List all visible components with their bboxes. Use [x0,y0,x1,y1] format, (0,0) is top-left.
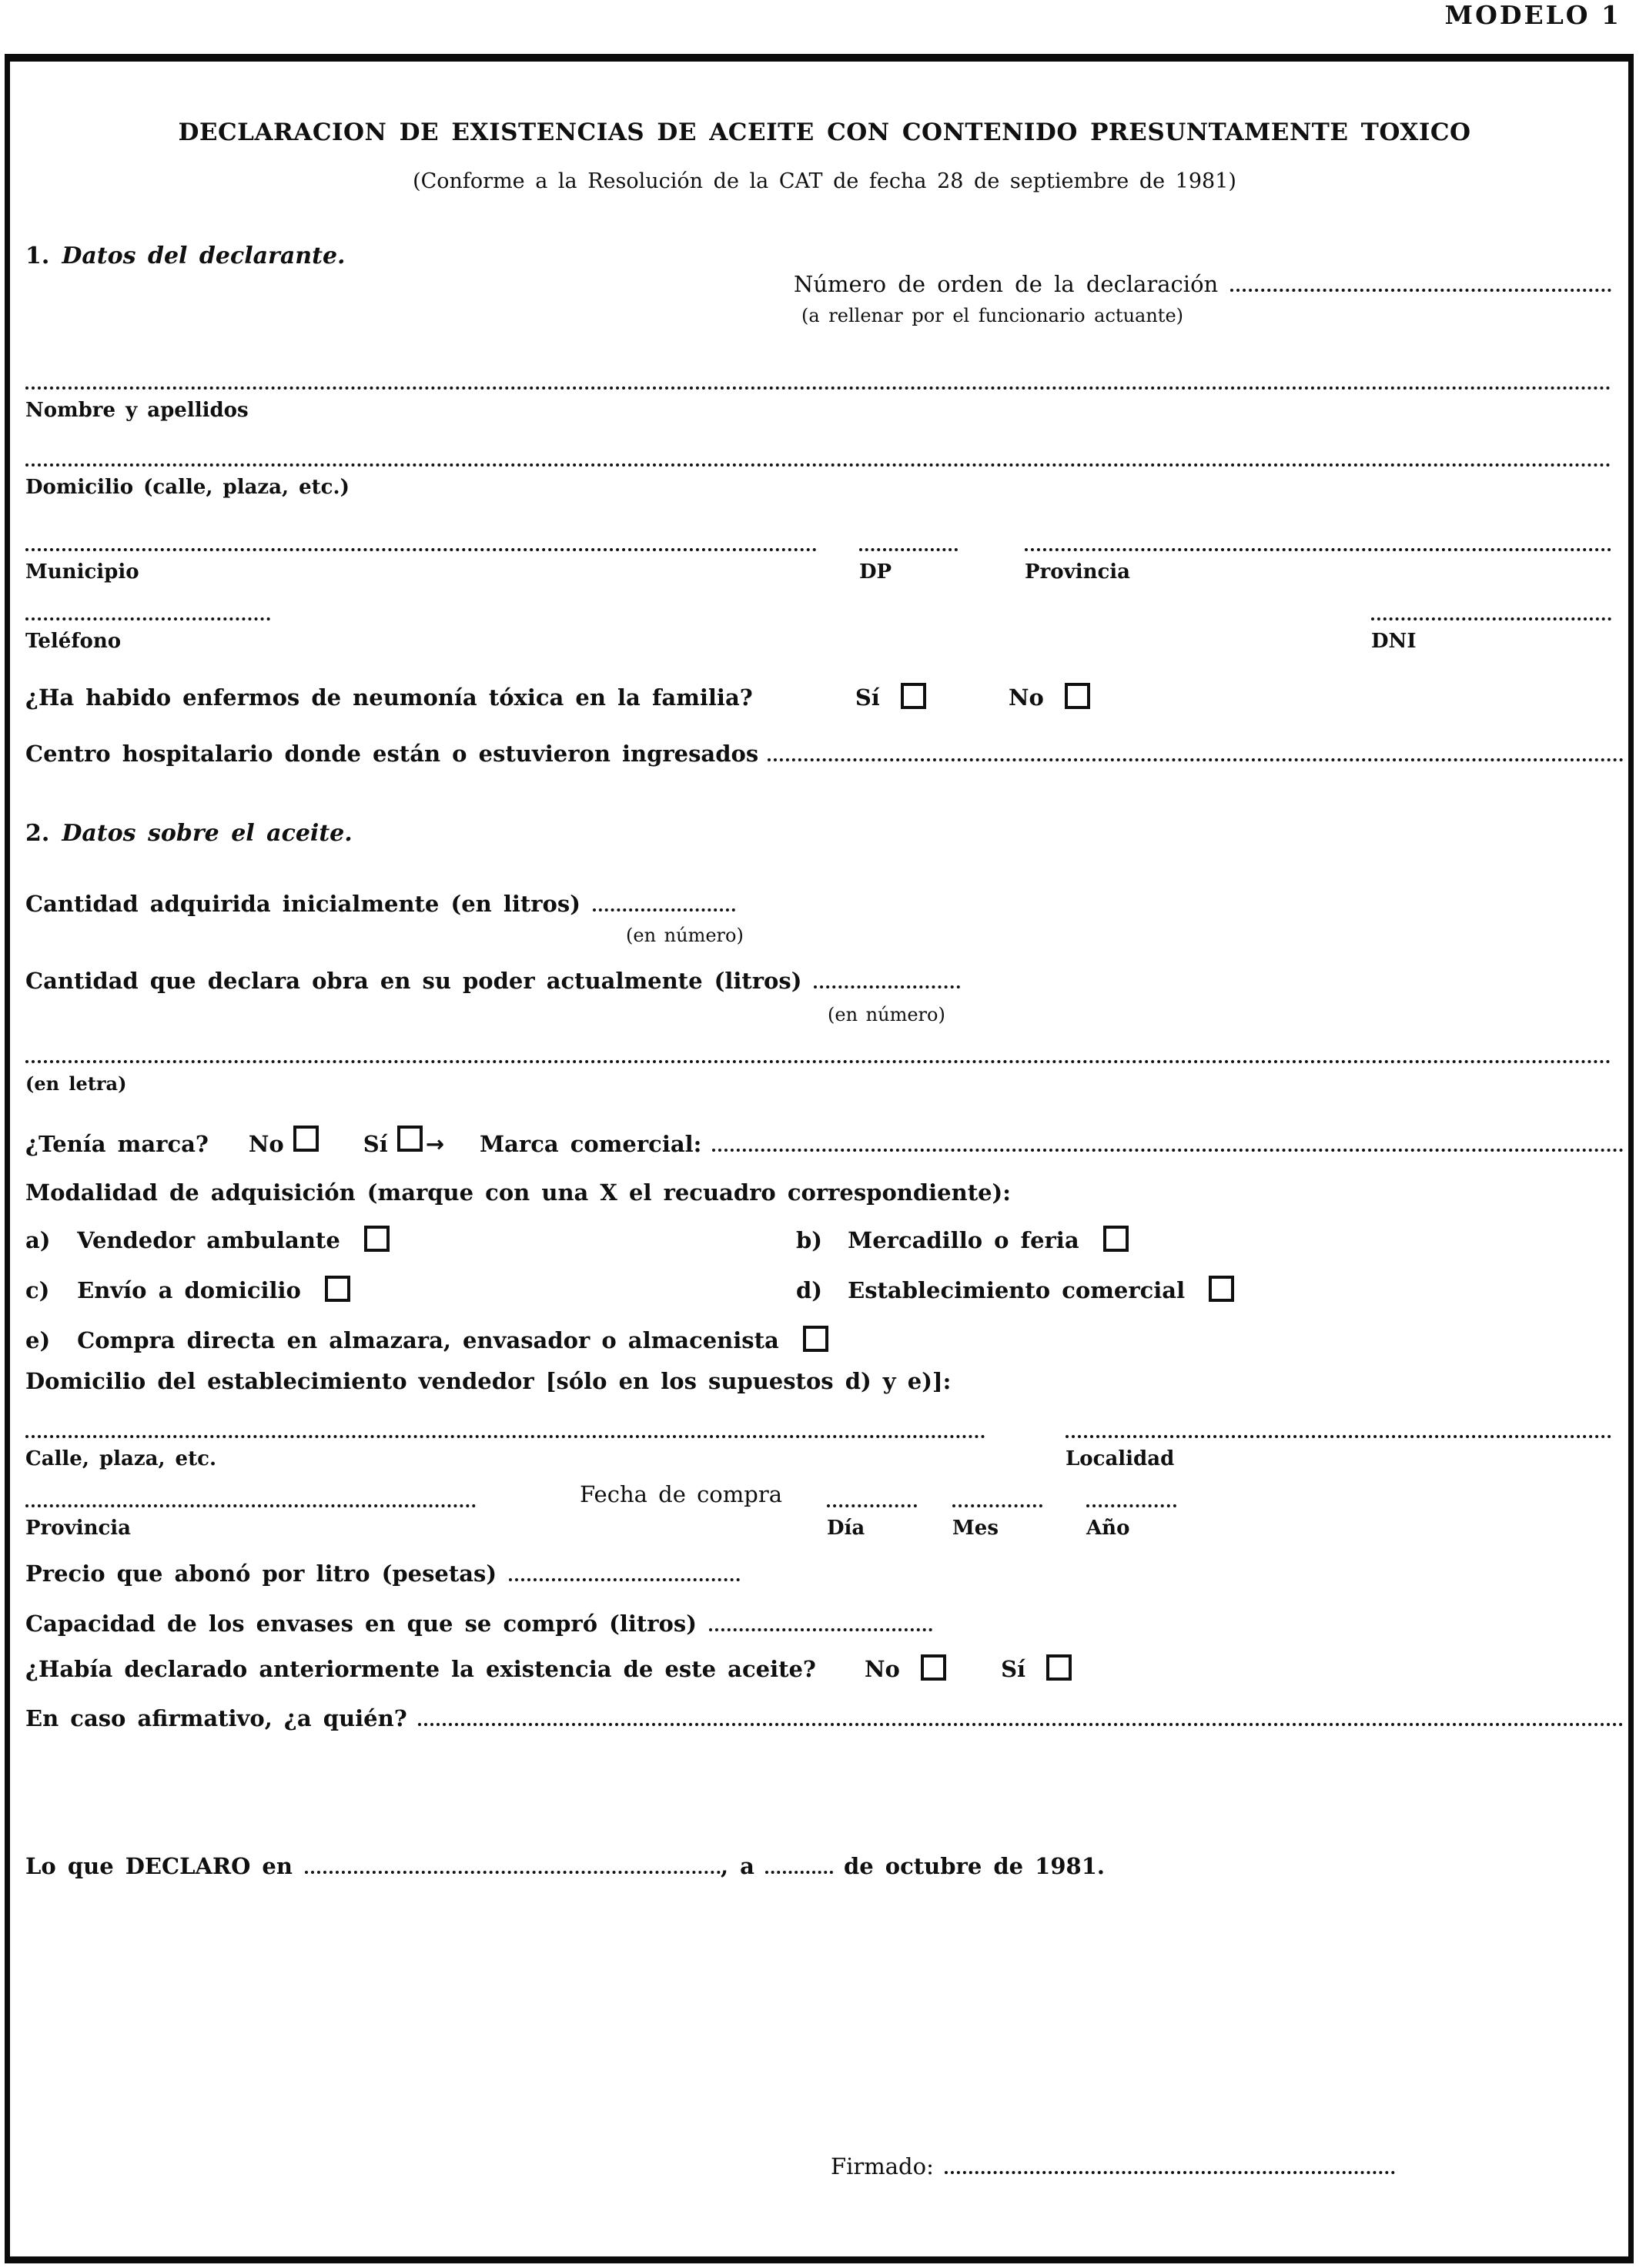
dp-field [859,548,958,584]
provincia-compra-field-label: Provincia [25,1517,132,1540]
option-e-letter: e) [25,1327,51,1353]
dni-field [1371,617,1611,653]
option-b-label: Mercadillo o feria [848,1227,1079,1253]
declarado-question-row [25,1654,1624,1682]
option-a-letter: a) [25,1227,51,1253]
ano-field-label: Año [1086,1517,1130,1540]
section1-heading [25,243,1624,269]
option-row-e [25,1326,1624,1353]
provincia-field [1025,548,1611,584]
marca-question: ¿Tenía marca? [25,1131,209,1157]
declaro-row [25,1853,1624,1879]
form-subtitle: (Conforme a la Resolución de la CAT de fecha 28 de septiembre de 1981) [413,169,1236,193]
declaro-lugar-input-line[interactable] [305,1865,721,1874]
centro-hospitalario-label: Centro hospitalario donde están o estuvieron ingresados [25,741,759,767]
dni-input-line[interactable] [1371,617,1611,621]
declaro-suffix: de octubre de 1981. [843,1853,1105,1879]
declarado-no-label: No [865,1656,900,1682]
neumonia-no-checkbox[interactable] [1065,683,1090,709]
order-number-note: (a rellenar por el funcionario actuante) [801,305,1184,326]
option-e-label: Compra directa en almazara, envasador o almacenista [77,1327,779,1353]
option-a-label: Vendedor ambulante [77,1227,340,1253]
option-c-letter: c) [25,1277,50,1303]
section2-title: Datos sobre el aceite. [62,820,353,847]
declaro-dia-input-line[interactable] [765,1865,833,1874]
vendedor-ambulante-checkbox[interactable] [364,1226,390,1252]
firmado-label: Firmado: [831,2153,934,2179]
domicilio-vendedor-label: Domicilio del establecimiento vendedor [sólo en los supuestos d) y e)]: [25,1368,952,1394]
provincia-compra-field [25,1504,476,1540]
telefono-input-line[interactable] [25,617,270,621]
cantidad-actual-input-line[interactable] [814,980,960,988]
centro-hospitalario-row [25,741,1624,767]
mercadillo-feria-checkbox[interactable] [1103,1226,1129,1252]
domicilio-input-line[interactable] [25,463,1611,467]
municipio-field [25,548,817,584]
cantidad-actual-label: Cantidad que declara obra en su poder actualmente (litros) [25,968,802,994]
provincia-input-line[interactable] [1025,548,1611,551]
domicilio-field [25,463,1611,499]
nombre-input-line[interactable] [25,386,1611,390]
section2-heading [25,820,1624,847]
cantidad-inicial-input-line[interactable] [593,903,735,912]
quien-row [25,1705,1624,1731]
dia-input-line[interactable] [827,1504,917,1507]
telefono-field-label: Teléfono [25,630,122,653]
en-letra-field [25,1060,1611,1095]
arrow-right-icon: → [425,1131,445,1157]
form-title: DECLARACION DE EXISTENCIAS DE ACEITE CON CONTENIDO PRESUNTAMENTE TOXICO [178,119,1471,146]
option-d [796,1276,1234,1303]
en-letra-field-label: (en letra) [25,1072,127,1095]
calle-input-line[interactable] [25,1435,985,1438]
cantidad-inicial-row [25,891,1624,917]
telefono-field [25,617,270,653]
cantidad-actual-note: (en número) [828,1004,945,1025]
neumonia-si-label: Sí [855,684,880,711]
form-sheet [5,54,1634,2263]
cantidad-inicial-note: (en número) [626,925,744,946]
domicilio-field-label: Domicilio (calle, plaza, etc.) [25,476,350,499]
centro-hospitalario-input-line[interactable] [768,753,1624,761]
declarado-si-checkbox[interactable] [1046,1654,1072,1681]
marca-row [25,1126,1624,1157]
dp-input-line[interactable] [859,548,958,551]
section1-title: Datos del declarante. [62,243,346,269]
marca-comercial-label: Marca comercial: [480,1131,702,1157]
quien-label: En caso afirmativo, ¿a quién? [25,1705,407,1731]
provincia-field-label: Provincia [1025,560,1131,584]
marca-si-checkbox[interactable] [397,1126,423,1152]
capacidad-row [25,1611,1624,1637]
firma-input-line[interactable] [945,2166,1395,2174]
dia-field-label: Día [827,1517,865,1540]
calle-field [25,1435,985,1470]
municipio-field-label: Municipio [25,560,139,584]
neumonia-no-label: No [1009,684,1044,711]
neumonia-question: ¿Ha habido enfermos de neumonía tóxica en la familia? [25,684,753,711]
localidad-field-label: Localidad [1066,1447,1175,1470]
order-number-input-line[interactable] [1230,283,1611,292]
declarado-si-label: Sí [1001,1656,1026,1682]
cantidad-actual-row [25,968,1624,994]
option-row-ab [25,1226,1624,1253]
provincia-compra-input-line[interactable] [25,1504,476,1507]
establecimiento-comercial-checkbox[interactable] [1209,1276,1234,1302]
nombre-field [25,386,1611,422]
localidad-field [1066,1435,1611,1470]
declarado-no-checkbox[interactable] [921,1654,946,1681]
dia-field [827,1504,917,1540]
option-row-cd [25,1276,1624,1303]
fecha-compra-label: Fecha de compra [580,1481,782,1507]
en-letra-input-line[interactable] [25,1060,1611,1063]
cantidad-inicial-label: Cantidad adquirida inicialmente (en litros) [25,891,580,917]
ano-input-line[interactable] [1086,1504,1176,1507]
marca-no-checkbox[interactable] [293,1126,319,1152]
mes-field-label: Mes [952,1517,999,1540]
ano-field [1086,1504,1176,1540]
declaro-a: , a [720,1853,754,1879]
option-d-letter: d) [796,1277,822,1303]
order-number-block [794,271,1611,326]
dp-field-label: DP [859,560,892,584]
model-label: MODELO 1 [1444,0,1621,30]
option-b-letter: b) [796,1227,822,1253]
precio-row [25,1561,1624,1587]
envio-domicilio-checkbox[interactable] [325,1276,350,1302]
mes-field [952,1504,1042,1540]
compra-directa-checkbox[interactable] [803,1326,828,1352]
section2-number: 2. [25,820,50,847]
capacidad-label: Capacidad de los envases en que se compró (litros) [25,1611,697,1637]
municipio-input-line[interactable] [25,548,817,551]
mes-input-line[interactable] [952,1504,1042,1507]
order-number-label: Número de orden de la declaración [794,271,1219,297]
marca-no-label: No [248,1131,284,1157]
declarado-question: ¿Había declarado anteriormente la existencia de este aceite? [25,1656,816,1682]
precio-input-line[interactable] [509,1573,740,1581]
localidad-input-line[interactable] [1066,1435,1611,1438]
dni-field-label: DNI [1371,630,1417,653]
marca-si-label: Sí [363,1131,388,1157]
declaro-prefix: Lo que DECLARO en [25,1853,293,1879]
neumonia-si-checkbox[interactable] [901,683,926,709]
quien-input-line[interactable] [418,1718,1624,1726]
capacidad-input-line[interactable] [709,1623,932,1631]
precio-label: Precio que abonó por litro (pesetas) [25,1561,497,1587]
marca-comercial-input-line[interactable] [712,1143,1624,1152]
firmado-row [831,2153,1416,2179]
option-a [25,1226,796,1253]
option-c-label: Envío a domicilio [77,1277,301,1303]
option-c [25,1276,796,1303]
section1-number: 1. [25,243,50,269]
option-d-label: Establecimiento comercial [848,1277,1186,1303]
option-b [796,1226,1129,1253]
neumonia-question-row [25,683,1624,711]
calle-field-label: Calle, plaza, etc. [25,1447,216,1470]
nombre-field-label: Nombre y apellidos [25,399,249,422]
modalidad-label: Modalidad de adquisición (marque con una X el recuadro correspondiente): [25,1179,1011,1206]
